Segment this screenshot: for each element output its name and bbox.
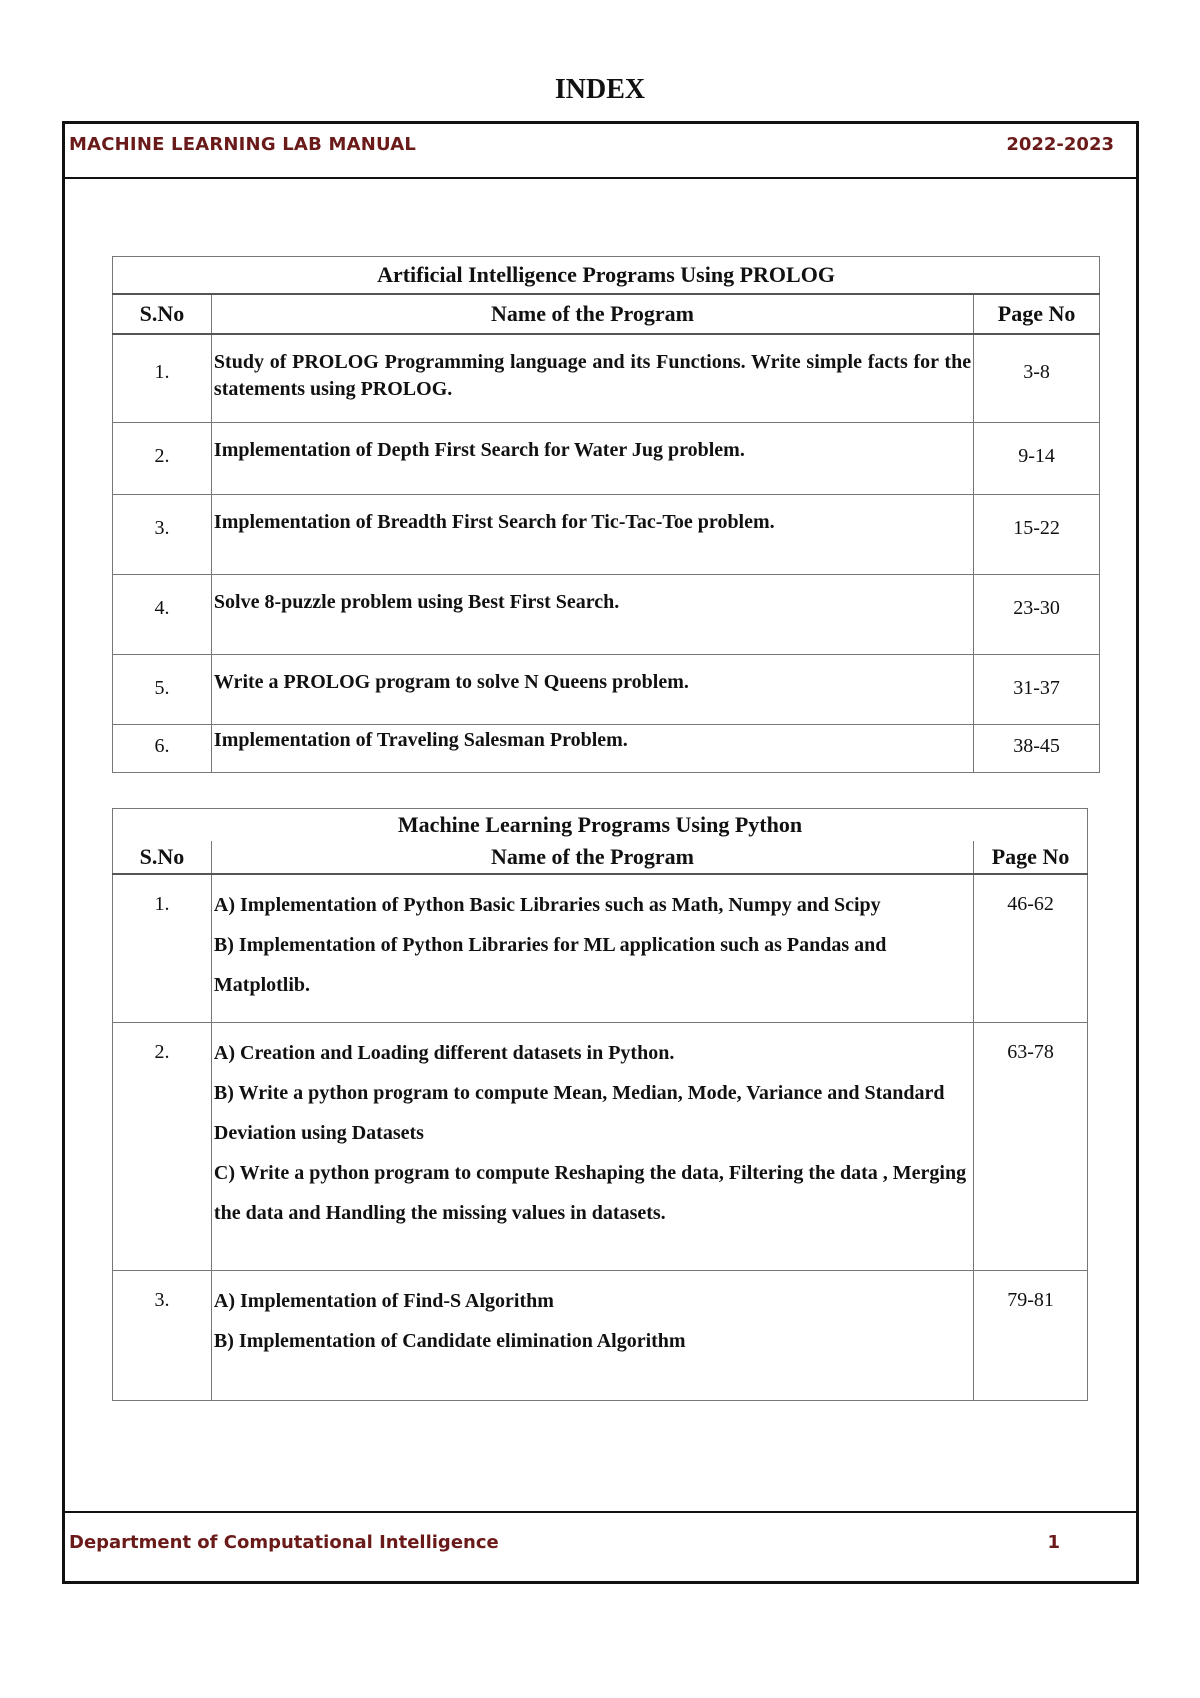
page-header <box>65 124 1136 179</box>
table-row <box>113 874 1088 1022</box>
row-page-range: 3-8 <box>974 334 1100 422</box>
program-line: B) Implementation of Candidate elimination Algorithm <box>213 1329 686 1352</box>
column-header-sno: S.No <box>113 841 212 874</box>
program-line: Implementation of Breadth First Search for Tic-Tac-Toe problem. <box>213 510 775 533</box>
program-line: A) Implementation of Python Basic Libraries such as Math, Numpy and Scipy <box>213 894 881 916</box>
row-page-range: 63-78 <box>974 1022 1088 1270</box>
row-serial-number: 3. <box>113 1270 212 1400</box>
header-title: MACHINE LEARNING LAB MANUAL <box>69 134 417 155</box>
row-program-name <box>211 422 973 494</box>
program-line: B) Implementation of Python Libraries for ML application such as Pandas and Matplotlib. <box>213 934 887 996</box>
row-page-range: 79-81 <box>974 1270 1088 1400</box>
column-header-program: Name of the Program <box>211 841 973 874</box>
table-row <box>113 422 1100 494</box>
program-line: Solve 8-puzzle problem using Best First Search. <box>213 590 620 613</box>
row-page-range: 38-45 <box>974 724 1100 772</box>
program-line: A) Implementation of Find-S Algorithm <box>213 1289 554 1312</box>
row-program-name <box>211 874 973 1022</box>
column-header-page: Page No <box>974 294 1100 334</box>
footer-page-number: 1 <box>1047 1532 1060 1553</box>
row-page-range: 9-14 <box>974 422 1100 494</box>
program-line: C) Write a python program to compute Reshaping the data, Filtering the data , Merging the data and Handling the missing values in datasets. <box>213 1161 967 1224</box>
row-program-name <box>211 1022 973 1270</box>
row-serial-number: 1. <box>113 334 212 422</box>
program-line: Implementation of Traveling Salesman Problem. <box>213 728 628 751</box>
index-title: INDEX <box>554 74 646 105</box>
ml-table-body <box>113 874 1088 1400</box>
program-line: Implementation of Depth First Search for Water Jug problem. <box>213 438 745 461</box>
row-page-range: 31-37 <box>974 654 1100 724</box>
column-header-page: Page No <box>974 841 1088 874</box>
row-program-name <box>211 494 973 574</box>
row-serial-number: 5. <box>113 654 212 724</box>
table-row <box>113 724 1100 772</box>
page-footer <box>65 1511 1136 1581</box>
row-serial-number: 3. <box>113 494 212 574</box>
row-page-range: 23-30 <box>974 574 1100 654</box>
ai-table-body <box>113 334 1100 772</box>
ai-programs-table <box>112 256 1100 773</box>
table-row <box>113 1022 1088 1270</box>
row-program-name <box>211 334 973 422</box>
table-row <box>113 654 1100 724</box>
column-header-sno: S.No <box>113 294 212 334</box>
row-page-range: 46-62 <box>974 874 1088 1022</box>
row-page-range: 15-22 <box>974 494 1100 574</box>
row-serial-number: 6. <box>113 724 212 772</box>
program-line: A) Creation and Loading different datasets in Python. <box>213 1041 675 1064</box>
ml-table-caption: Machine Learning Programs Using Python <box>113 809 1088 842</box>
row-serial-number: 2. <box>113 1022 212 1270</box>
program-line: B) Write a python program to compute Mean, Median, Mode, Variance and Standard Deviation using Datasets <box>213 1081 945 1144</box>
ai-table-caption: Artificial Intelligence Programs Using PROLOG <box>113 257 1100 295</box>
row-program-name <box>211 654 973 724</box>
row-serial-number: 4. <box>113 574 212 654</box>
row-program-name <box>211 574 973 654</box>
row-serial-number: 2. <box>113 422 212 494</box>
program-line: Write a PROLOG program to solve N Queens problem. <box>213 670 689 693</box>
table-row <box>113 1270 1088 1400</box>
table-row <box>113 334 1100 422</box>
row-program-name <box>211 724 973 772</box>
table-row <box>113 574 1100 654</box>
row-program-name <box>211 1270 973 1400</box>
column-header-program: Name of the Program <box>211 294 973 334</box>
program-line: Study of PROLOG Programming language and its Functions. Write simple facts for the statements using PROLOG. <box>213 351 972 400</box>
row-serial-number: 1. <box>113 874 212 1022</box>
header-year: 2022-2023 <box>1006 134 1114 155</box>
footer-department: Department of Computational Intelligence <box>69 1532 499 1553</box>
ml-programs-table <box>112 808 1088 1401</box>
table-row <box>113 494 1100 574</box>
